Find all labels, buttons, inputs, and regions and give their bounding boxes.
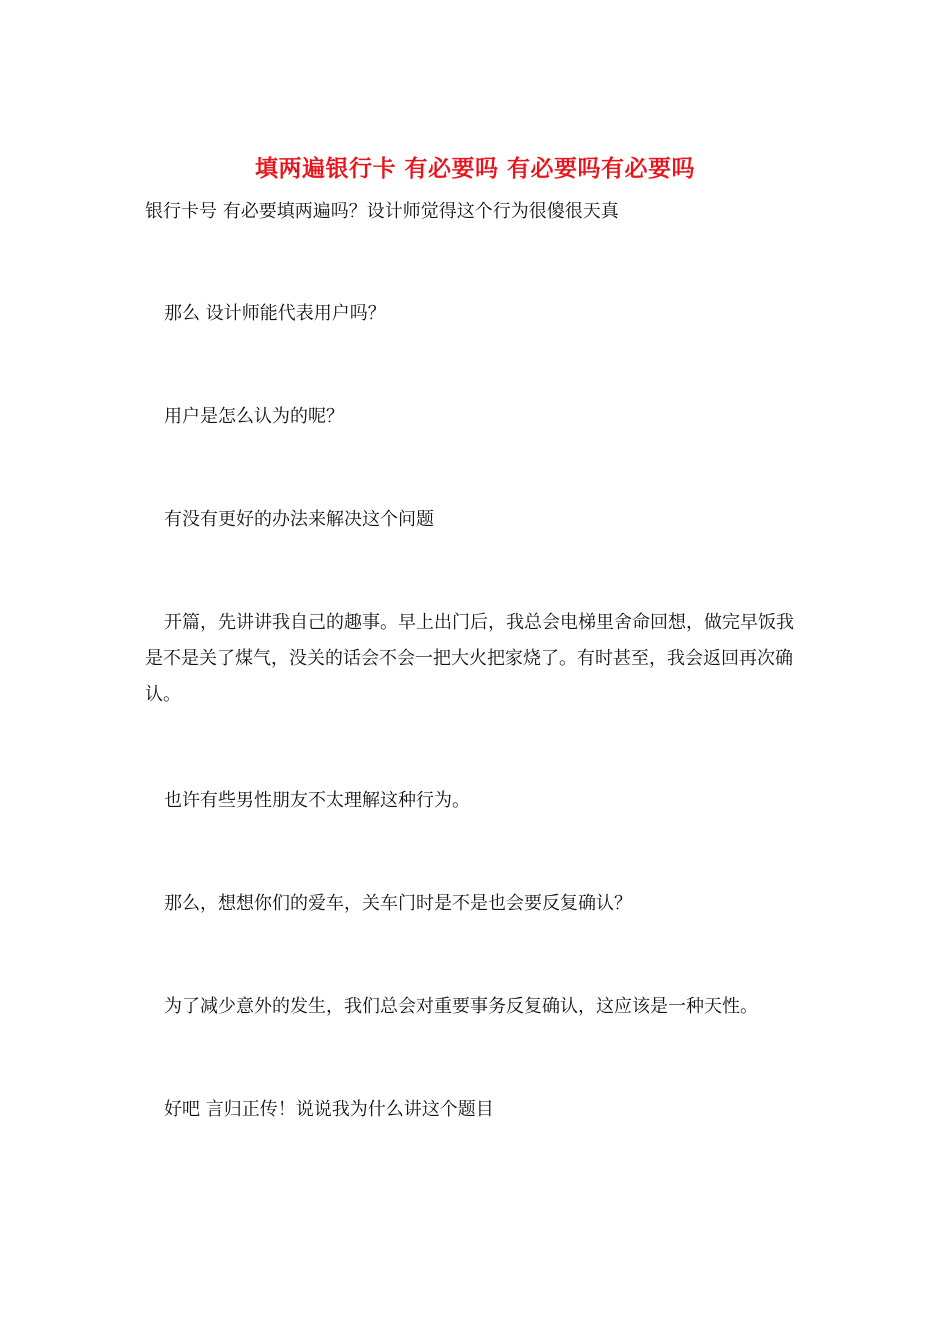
- paragraph: 好吧 言归正传！说说我为什么讲这个题目: [164, 1099, 494, 1120]
- paragraph: 也许有些男性朋友不太理解这种行为。: [164, 790, 470, 811]
- paragraph: 那么 设计师能代表用户吗？: [164, 303, 386, 324]
- paragraph: 开篇，先讲讲我自己的趣事。早上出门后，我总会电梯里舍命回想，做完早饭我是不是关了煤气，没关的话会不会一把大火把家烧了。有时甚至，我会返回再次确认。: [145, 612, 794, 705]
- paragraph: 用户是怎么认为的呢？: [164, 406, 344, 427]
- paragraph: 那么，想想你们的爱车，关车门时是不是也会要反复确认？: [164, 893, 632, 914]
- paragraph: 为了减少意外的发生，我们总会对重要事务反复确认，这应该是一种天性。: [164, 996, 758, 1017]
- document-title: 填两遍银行卡 有必要吗 有必要吗有必要吗: [254, 155, 695, 182]
- paragraph: 有没有更好的办法来解决这个问题: [164, 509, 434, 530]
- paragraph-intro: 银行卡号 有必要填两遍吗？设计师觉得这个行为很傻很天真: [145, 201, 619, 222]
